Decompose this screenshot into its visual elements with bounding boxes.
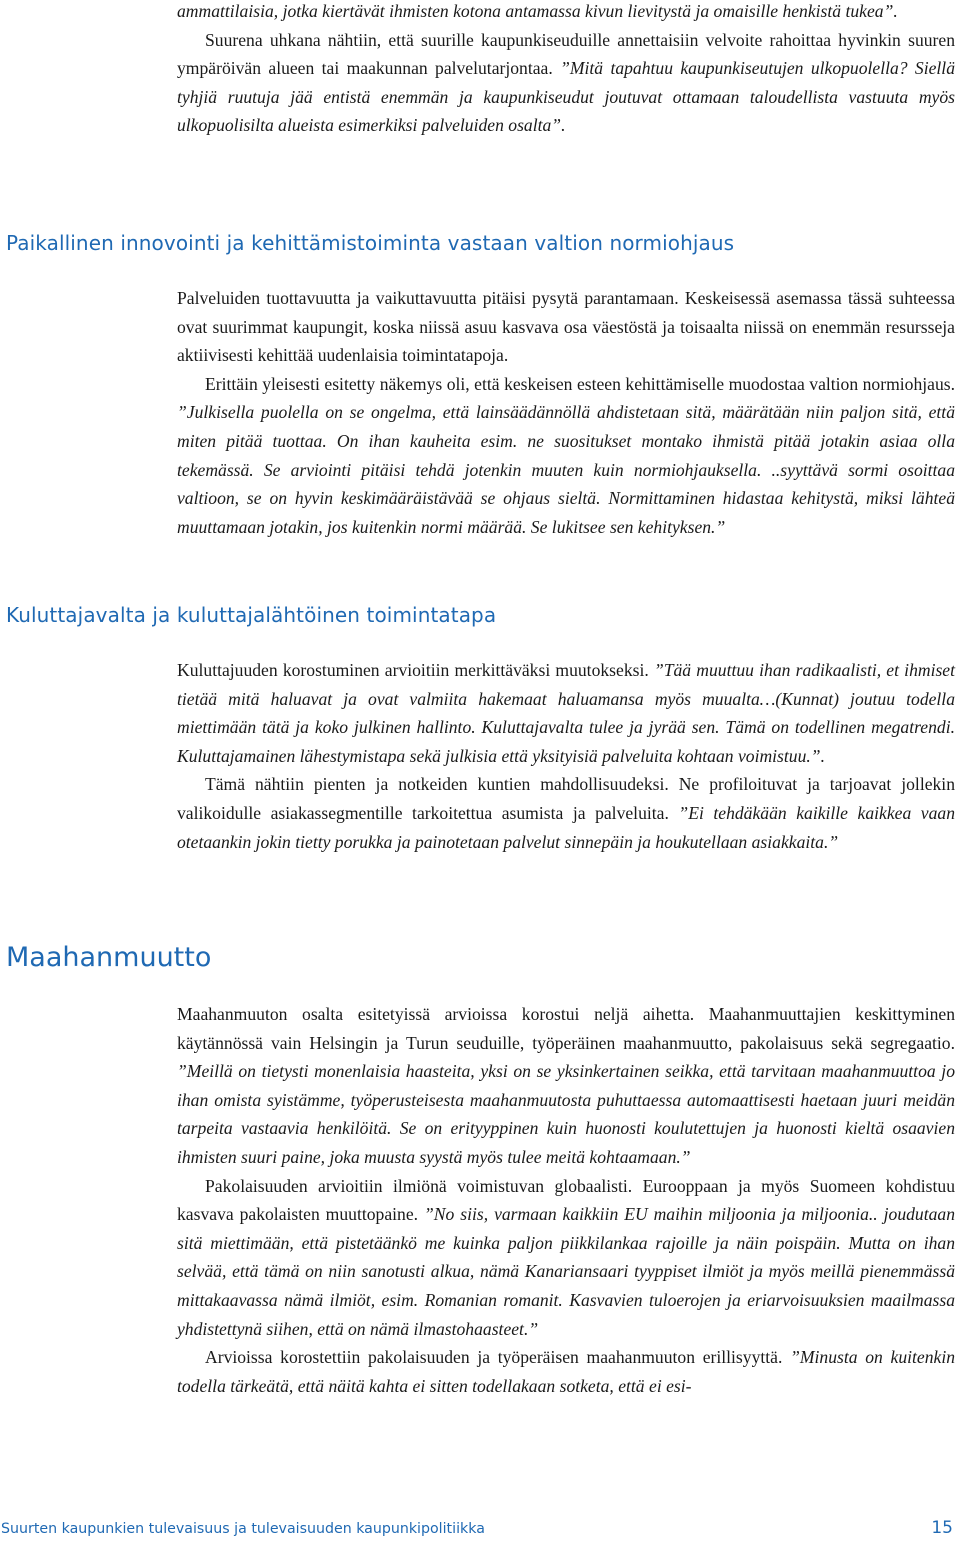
paragraph (177, 0, 955, 26)
paragraph-text: Pakolaisuuden arvioitiin ilmiönä voimistuvan globaalisti. Eurooppaan ja myös Suomeen kohdistuu kasvava pakolaisten muuttopaine. (177, 1175, 955, 1225)
quote-text: ”Minusta on kuitenkin todella tärkeätä, että näitä kahta ei sitten todellakaan sotketa, että ei esi- (177, 1347, 956, 1396)
paragraph (177, 656, 955, 770)
paragraph-text: Arvioissa korostettiin pakolaisuuden ja työperäisen maahanmuuton erillisyyttä. (205, 1347, 791, 1368)
quote-text: ”No siis, varmaan kaikkiin EU maihin miljoonia ja miljoonia.. joudutaan sitä miettimään, että pistetäänkö me kuinka paljon piikkilankaa rajoille ja näin poispäin. Mutta on ihan selvää, että tämä on niin sanotusti alkua, nämä Kanariansaari tyyppiset ilmiöt ja myös meillä pienemmässä mittakaavassa nämä ilmiöt, esim. Romanian romanit. Kasvavien tuloerojen ja eriarvoisuuksien maailmassa yhdistettynä siihen, että on nämä ilmastohaasteet.” (177, 1204, 955, 1339)
section-heading-innovation: Paikallinen innovointi ja kehittämistoiminta vastaan valtion normiohjaus (6, 231, 735, 255)
page-footer (0, 1518, 955, 1542)
quote-text: ”Tää muuttuu ihan radikaalisti, et ihmiset tietää mitä haluavat ja ovat valmiita hakemaat haluamansa myös muualta…(Kunnat) joutuu todella miettimään tätä ja koko julkinen hallinto. Kuluttajavalta tulee ja jyrää sen. Tämä on todellinen megatrendi. Kuluttajamainen lähestymistapa sekä julkisia että yksityisiä palveluita kohtaan voimistuu.”. (177, 660, 956, 766)
paragraph-text: Erittäin yleisesti esitetty näkemys oli, että keskeisen esteen kehittämiselle muodostaa valtion normiohjaus. (205, 373, 955, 394)
paragraph-text: Palveluiden tuottavuutta ja vaikuttavuutta pitäisi pysytä parantamaan. Keskeisessä asemassa tässä suhteessa ovat suurimmat kaupungit, koska niissä asuu kasvava osa väestöstä ja toisaalta niissä on enemmän resursseja aktiivisesti kehittää uudenlaisia toimintatapoja. (177, 288, 955, 366)
section-heading-immigration: Maahanmuutto (6, 942, 212, 973)
quote-text: ”Ei tehdäkään kaikille kaikkea vaan otetaankin jokin tietty porukka ja painotetaan palvelut sinnepäin ja houkutellaan asiakkaita.” (177, 802, 956, 852)
page-number: 15 (931, 1518, 953, 1538)
quote-text: ”Julkisella puolella on se ongelma, että lainsäädännöllä ahdistetaan sitä, määrätään niin paljon sitä, että miten pitää tuottaa. On ihan kauheita esim. ne suositukset montako ihmistä pitää jotakin asiaa olla tekemässä. Se arviointi pitäisi tehdä jotenkin muuten kuin normiohjauksella. ..syyttävä sormi osoittaa valtioon, se on hyvin keskimääräistävää se ohjaus sieltä. Normittaminen hidastaa kehitystä, miksi lähteä muuttamaan jotakin, jos kuitenkin normi määrää. Se lukitsee sen kehityksen.” (177, 402, 955, 537)
body-column-top (177, 0, 955, 140)
body-column-innovation (177, 284, 955, 541)
paragraph-text: Suurena uhkana nähtiin, että suurille kaupunkiseuduille annettaisiin velvoite rahoittaa hyvinkin suuren ympäröivän alueen tai maakunnan palvelutarjontaa. (177, 29, 955, 79)
paragraph-text: Kuluttajuuden korostuminen arvioitiin merkittäväksi muutokseksi. (177, 660, 654, 680)
paragraph (177, 284, 955, 370)
paragraph-text: Maahanmuuton osalta esitetyissä arvioissa korostui neljä aihetta. Maahanmuuttajien keskittyminen käytännössä vain Helsingin ja Turun seuduille, työperäinen maahanmuutto, pakolaisuus sekä segregaatio. (177, 1004, 955, 1053)
paragraph (177, 1000, 955, 1172)
body-column-immigration (177, 1000, 955, 1400)
quote-text: ammattilaisia, jotka kiertävät ihmisten kotona antamassa kivun lievitystä ja omaisille henkistä tukea”. (177, 1, 898, 21)
section-heading-consumer: Kuluttajavalta ja kuluttajalähtöinen toimintatapa (6, 603, 497, 627)
paragraph (177, 26, 955, 140)
quote-text: ”Mitä tapahtuu kaupunkiseutujen ulkopuolella? Siellä tyhjiä ruutuja jää entistä enemmän ja kaupunkiseudut joutuvat ottamaan taloudellista vastuuta myös ulkopuolisilta alueista esimerkiksi palveluiden osalta”. (177, 58, 955, 136)
paragraph-text: Tämä nähtiin pienten ja notkeiden kuntien mahdollisuudeksi. Ne profiloituvat ja tarjoavat jollekin valikoidulle asiakassegmentille tarkoitettua asumista ja palveluita. (177, 774, 955, 823)
body-column-consumer (177, 656, 955, 856)
paragraph (177, 1172, 955, 1344)
paragraph (177, 370, 955, 542)
quote-text: ”Meillä on tietysti monenlaisia haasteita, yksi on se yksinkertainen seikka, että tarvitaan maahanmuuttoa jo ihan omista syistämme, työperusteisesta maahanmuutosta puhuttaessa automaattisesti haetaan juuri meidän tarpeita vastaavia henkilöitä. Se on erityyppinen kuin huonosti koulutettujen ja huonosti kieltä osaavien ihmisten suuri paine, joka muusta syystä myös tulee meitä kohtaamaan.” (177, 1061, 955, 1167)
footer-title: Suurten kaupunkien tulevaisuus ja tulevaisuuden kaupunkipolitiikka (1, 1521, 485, 1537)
paragraph (177, 770, 955, 856)
paragraph (177, 1343, 955, 1400)
